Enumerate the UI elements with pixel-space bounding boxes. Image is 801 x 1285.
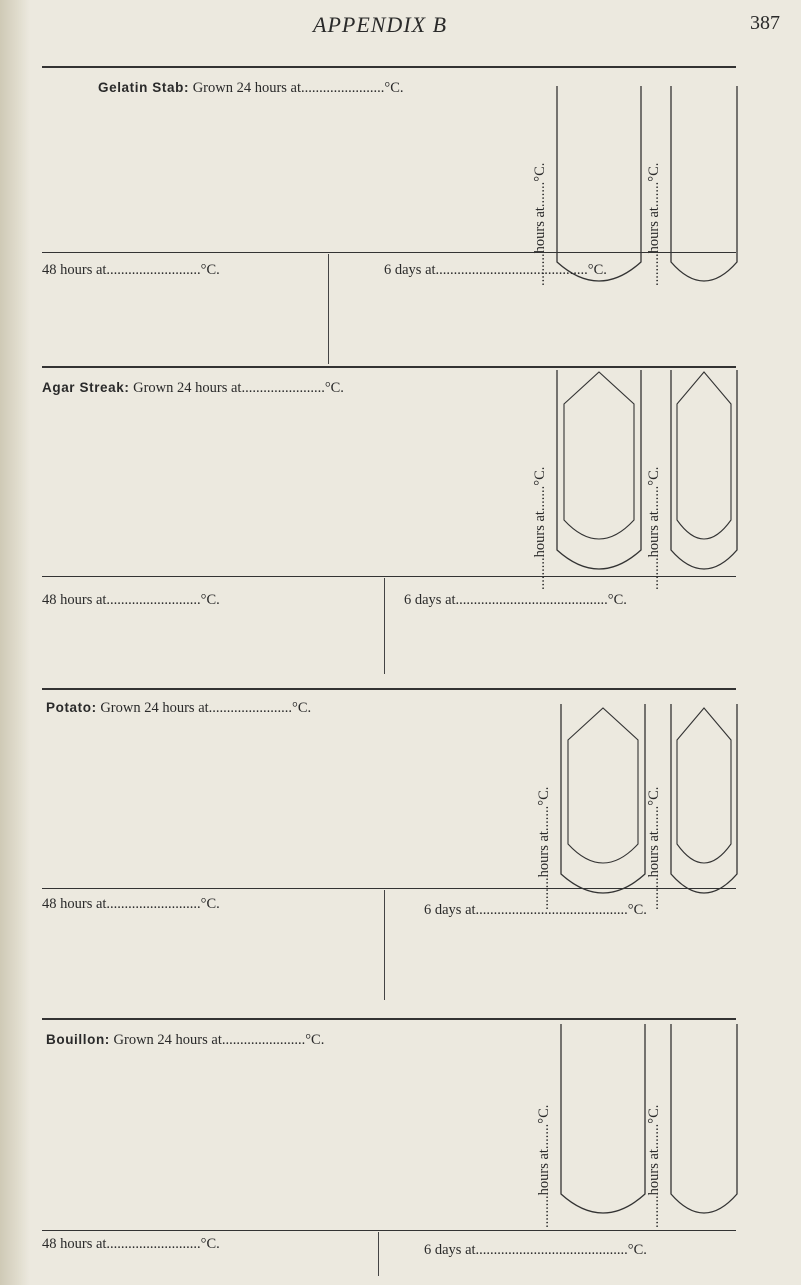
section-top-rule — [42, 366, 736, 368]
cell-divider — [384, 578, 385, 674]
bouillon-heading — [46, 1032, 324, 1049]
agar-slant-tube-2-icon — [668, 370, 740, 582]
section-mid-rule — [42, 252, 736, 253]
potato-heading — [46, 700, 311, 717]
gelatin-stab-heading — [98, 80, 404, 97]
6-days-cell: 6 days at..........................................°C. — [424, 902, 647, 918]
bouillon-tube-2-icon — [668, 1024, 740, 1224]
agar-streak-section: Agar Streak: Grown 24 hours at.......................°C. .........hours at.......°C. .........hours at.......°C. 48 hours at..........................°C. 6 days at..........................................°C. — [42, 366, 792, 676]
grown-24-hours-line: Grown 24 hours at.......................°C. — [192, 80, 404, 96]
section-name: Potato: — [46, 700, 97, 715]
cell-divider — [328, 254, 329, 364]
6-days-cell: 6 days at..........................................°C. — [424, 1242, 647, 1258]
cell-divider — [378, 1232, 379, 1276]
bouillon-section: Bouillon: Grown 24 hours at.......................°C. .........hours at.......°C. .........hours at.......°C. 48 hours at..........................°C. 6 days at..........................................°C. — [42, 1018, 792, 1278]
stab-tube-2-icon — [668, 86, 740, 290]
48-hours-cell: 48 hours at..........................°C. — [42, 592, 220, 608]
section-mid-rule — [42, 888, 736, 889]
48-hours-cell: 48 hours at..........................°C. — [42, 262, 220, 278]
section-top-rule — [42, 1018, 736, 1020]
page-spine-shadow — [0, 0, 30, 1285]
potato-tube-1-icon — [558, 704, 648, 904]
section-name: Agar Streak: — [42, 380, 130, 395]
agar-streak-heading — [42, 380, 344, 397]
agar-slant-tube-1-icon — [554, 370, 644, 582]
page-number: 387 — [750, 12, 780, 34]
bouillon-tube-1-icon — [558, 1024, 648, 1224]
section-name: Gelatin Stab: — [98, 80, 190, 95]
potato-section: Potato: Grown 24 hours at.......................°C. .........hours at.......°C. .........hours at.......°C. 48 hours at..........................°C. 6 days at..........................................°C. — [42, 688, 792, 1004]
6-days-cell: 6 days at..........................................°C. — [404, 592, 627, 608]
section-top-rule — [42, 66, 736, 68]
section-top-rule — [42, 688, 736, 690]
48-hours-cell: 48 hours at..........................°C. — [42, 896, 220, 912]
potato-tube-2-icon — [668, 704, 740, 904]
stab-tube-1-icon — [554, 86, 644, 290]
section-mid-rule — [42, 576, 736, 577]
grown-24-hours-line: Grown 24 hours at.......................°C. — [133, 380, 344, 396]
grown-24-hours-line: Grown 24 hours at.......................°C. — [113, 1032, 325, 1048]
section-mid-rule — [42, 1230, 736, 1231]
cell-divider — [384, 890, 385, 1000]
48-hours-cell: 48 hours at..........................°C. — [42, 1236, 220, 1252]
grown-24-hours-line: Grown 24 hours at.......................°C. — [100, 700, 312, 716]
section-name: Bouillon: — [46, 1032, 110, 1047]
running-title: APPENDIX B — [313, 12, 448, 37]
6-days-cell: 6 days at..........................................°C. — [384, 262, 607, 278]
gelatin-stab-section: Gelatin Stab: Grown 24 hours at.......................°C. .........hours at.......°C. .........hours at.......°C. 48 hours at..........................°C. 6 days at..........................................°C. — [42, 66, 792, 366]
page-header — [0, 6, 801, 36]
